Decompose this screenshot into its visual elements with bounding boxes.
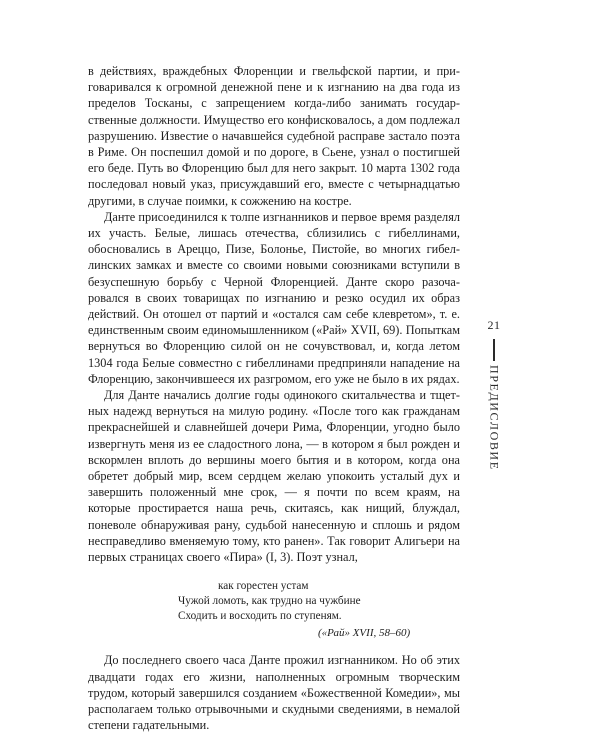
margin-header xyxy=(482,318,506,471)
page-number: 21 xyxy=(487,318,501,332)
paragraph: Для Данте начались долгие годы одинокого скитальчества и тщетных надежд вернуться на милую родину. «После того как гражданам прекраснейшей и славнейшей дочери Рима, Флоренции, угодно было извергнуть меня из ее сладостного лона, — в котором я был рожден и вскормлен вплоть до вершины моего бытия и в котором, когда она обретет добрый мир, всем сердцем желаю упокоить усталый дух и завершить положенный мне срок, — я почти по всем краям, на которые простирается наша речь, скитаясь, как нищий, блуждал, поневоле обнаруживая рану, судьбой нанесенную и сплошь и рядом несправедливо вменяемую тому, кто ранен». Так говорит Алигьери на первых страницах своего «Пира» (I, 3). Поэт узнал, xyxy=(88,388,460,565)
main-text xyxy=(88,63,460,734)
verse-citation: («Рай» XVII, 58–60) xyxy=(318,626,411,639)
running-head: ПРЕДИСЛОВИЕ xyxy=(487,365,502,471)
verse-quote xyxy=(88,579,460,640)
paragraph: До последнего своего часа Данте прожил изгнанником. Но об этих двадцати годах его жизни, наполненных огромным творческим трудом, который завершился созданием «Божественной Комедии», мы располагаем только отрывочными и скудными сведениями, в немалой степени гадательными. xyxy=(88,653,460,733)
divider xyxy=(493,339,495,361)
verse-line: Чужой ломоть, как трудно на чужбине xyxy=(178,595,361,608)
paragraph: Данте присоединился к толпе изгнанников и первое время разделял их участь. Белые, лишась отечества, сблизились с гибеллинами, обосновались в Ареццо, Пизе, Болонье, Пистойе, во многих гибеллинских замках и вместе со своими новыми союзниками вступили в безуспешную борьбу с Черной Флоренцией. Данте скоро разочаровался в своих товарищах по изгнанию и резко осудил их образ действий. Он отошел от партий и «остался сам себе клевретом», т. е. единственным своим единомышленником («Рай» XVII, 69). Попыткам вернуться во Флоренцию силой он не сочувствовал, и, когда летом 1304 года Белые совместно с гибеллинами предприняли нападение на Флоренцию, закончившееся их разгромом, его уже не было в их рядах. xyxy=(88,209,460,386)
paragraph: в действиях, враждебных Флоренции и гвельфской партии, и приговаривался к огромной денежной пене и к изгнанию на два года из пределов Тосканы, с запрещением когда-либо занимать государственные должности. Имущество его конфисковалось, а дом подлежал разрушению. Известие о начавшейся судебной расправе застало поэта в Риме. Он поспешил домой и по дороге, в Сьене, узнал о постигшей его беде. Путь во Флоренцию был для него закрыт. 10 марта 1302 года последовал новый указ, присуждавший его, вместе с четырнадцатью другими, в случае поимки, к сожжению на костре. xyxy=(88,64,460,208)
verse-line: Сходить и восходить по ступеням. xyxy=(178,609,342,622)
verse-line: как горестен устам xyxy=(218,580,309,593)
